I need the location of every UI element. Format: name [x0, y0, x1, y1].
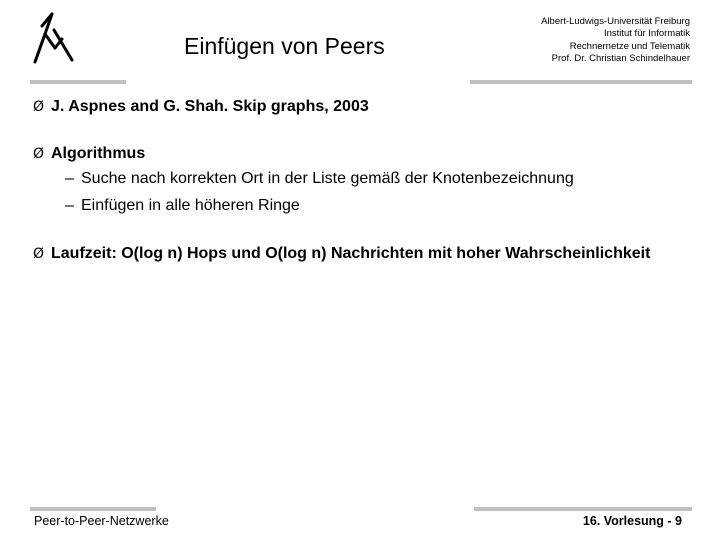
- sub-bullet-dash: –: [65, 197, 74, 214]
- sub-bullet-text: Suche nach korrekten Ort in der Liste gemäß der Knotenbezeichnung: [81, 170, 574, 187]
- slide-content: [33, 96, 693, 265]
- institute-name: Institut für Informatik: [603, 28, 690, 40]
- bullet-item: [33, 243, 693, 265]
- bullet-item: [33, 143, 693, 165]
- bullet-arrow-icon: Ø: [33, 246, 45, 262]
- header-divider-left: [30, 80, 126, 84]
- university-name: Albert-Ludwigs-Universität Freiburg: [541, 16, 690, 27]
- page-title: Einfügen von Peers: [184, 33, 385, 59]
- institution-block: [541, 16, 690, 66]
- bullet-text: Laufzeit: O(log n) Hops und O(log n) Nachrichten mit hoher Wahrscheinlichkeit: [51, 245, 651, 262]
- bullet-arrow-icon: Ø: [33, 146, 45, 162]
- department-name: Rechnernetze und Telematik: [569, 40, 690, 52]
- bullet-text: Algorithmus: [51, 145, 146, 162]
- sub-bullet-text: Einfügen in alle höheren Ringe: [81, 197, 300, 214]
- footer-course-name: Peer-to-Peer-Netzwerke: [34, 514, 169, 528]
- header-divider-right: [470, 80, 692, 84]
- footer-page-number: 16. Vorlesung - 9: [582, 514, 682, 528]
- sub-bullet-item: [33, 192, 693, 219]
- university-freiburg-logo-icon: [28, 10, 88, 68]
- professor-name: Prof. Dr. Christian Schindelhauer: [551, 53, 690, 65]
- bullet-text: J. Aspnes and G. Shah. Skip graphs, 2003: [51, 98, 369, 115]
- bullet-item: [33, 96, 693, 118]
- sub-bullet-item: [33, 165, 693, 192]
- sub-bullet-dash: –: [65, 170, 74, 187]
- footer-divider-right: [474, 507, 692, 511]
- bullet-arrow-icon: Ø: [33, 99, 45, 115]
- footer-divider-left: [30, 507, 156, 511]
